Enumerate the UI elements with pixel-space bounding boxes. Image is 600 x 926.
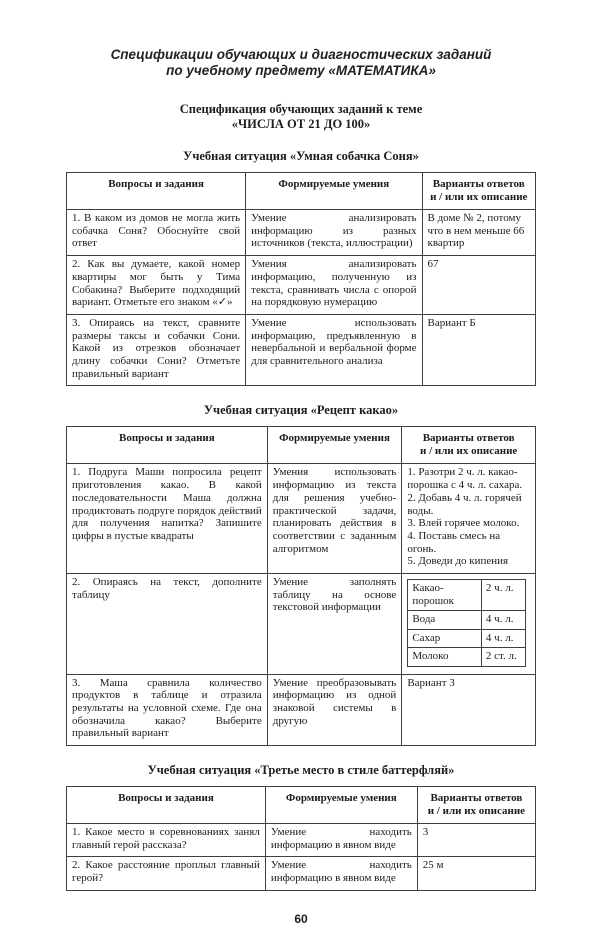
page-number: 60 bbox=[294, 911, 308, 926]
ingredient-name: Сахар bbox=[408, 629, 482, 648]
cell-answer: Вариант Б bbox=[422, 314, 536, 386]
ingredient-name: Вода bbox=[408, 611, 482, 630]
col-header-questions: Вопросы и задания bbox=[67, 427, 268, 464]
recipe-step: 4. Поставь смесь на огонь. bbox=[407, 529, 501, 555]
document-subtitle bbox=[66, 102, 536, 132]
section-heading-recept-kakao: Учебная ситуация «Рецепт какао» bbox=[203, 403, 399, 418]
col-header-answers bbox=[417, 787, 535, 824]
col-header-skills: Формируемые умения bbox=[265, 787, 417, 824]
recipe-step: 1. Разотри 2 ч. л. какао-порошка с 4 ч. л. сахара. bbox=[407, 466, 523, 492]
cell-answer-recipe-steps bbox=[402, 464, 536, 574]
cell-answer: 67 bbox=[422, 256, 536, 315]
ingredient-row bbox=[408, 580, 526, 611]
document-title-line2: по учебному предмету «МАТЕМАТИКА» bbox=[166, 63, 436, 78]
cell-question: 1. В каком из домов не могла жить собачка Соня? Обоснуйте свой ответ bbox=[67, 210, 246, 256]
cell-answer: 3 bbox=[417, 824, 535, 857]
col-header-answers bbox=[402, 427, 536, 464]
col-header-answers-line1: Варианты ответов bbox=[422, 432, 515, 445]
table-row bbox=[67, 824, 536, 857]
table-row bbox=[67, 574, 536, 675]
ingredient-qty: 2 ст. л. bbox=[481, 648, 525, 667]
cell-skill: Умения анализировать информацию, полученную из текста, сравнивать числа с опорой на порядковую нумерацию bbox=[246, 256, 422, 315]
table-header-row bbox=[67, 427, 536, 464]
cell-skill: Умение находить информацию в явном виде bbox=[265, 857, 417, 890]
table-row bbox=[67, 210, 536, 256]
cell-question: 3. Маша сравнила количество продуктов в таблице и отразила результаты на условной схеме. Где она обозначила какао? Выберите правильный вариант bbox=[67, 674, 268, 746]
table-row bbox=[67, 674, 536, 746]
ingredients-table bbox=[407, 579, 526, 667]
table-row bbox=[67, 857, 536, 890]
col-header-answers-line2: и / или их описание bbox=[430, 191, 528, 203]
table-row bbox=[67, 256, 536, 315]
cell-answer-ingredients bbox=[402, 574, 536, 675]
cell-skill: Умение заполнять таблицу на основе текстовой информации bbox=[267, 574, 402, 675]
col-header-answers-line2: и / или их описание bbox=[427, 805, 526, 818]
ingredient-qty: 4 ч. л. bbox=[481, 611, 525, 630]
table-recept-kakao bbox=[66, 426, 536, 746]
cell-answer: Вариант 3 bbox=[402, 674, 536, 746]
recipe-step: 5. Доведи до кипения bbox=[407, 555, 509, 568]
col-header-answers-line1: Варианты ответов bbox=[430, 792, 523, 805]
document-subtitle-line1: Спецификация обучающих заданий к теме bbox=[179, 102, 423, 116]
col-header-skills: Формируемые умения bbox=[246, 173, 422, 210]
ingredient-qty: 2 ч. л. bbox=[481, 580, 525, 611]
recipe-step: 3. Влей горячее молоко. bbox=[407, 517, 520, 530]
cell-question: 3. Опираясь на текст, сравните размеры таксы и собачки Сони. Какой из отрезков обозначает длину собачки Сони? Отметьте правильный вариант bbox=[67, 314, 246, 386]
table-row bbox=[67, 464, 536, 574]
section-heading-tretye-mesto: Учебная ситуация «Третье место в стиле баттерфляй» bbox=[147, 763, 455, 778]
ingredient-row bbox=[408, 629, 526, 648]
table-header-row bbox=[67, 173, 536, 210]
ingredient-row bbox=[408, 611, 526, 630]
col-header-skills: Формируемые умения bbox=[267, 427, 402, 464]
ingredient-name: Молоко bbox=[408, 648, 482, 667]
cell-question: 2. Как вы думаете, какой номер квартиры мог быть у Тима Собакина? Выберите подходящий вариант. Отметьте его знаком «✓» bbox=[67, 256, 246, 315]
cell-skill: Умение находить информацию в явном виде bbox=[265, 824, 417, 857]
table-row bbox=[67, 314, 536, 386]
table-header-row bbox=[67, 787, 536, 824]
ingredient-name: Какао-порошок bbox=[408, 580, 482, 611]
document-title-line1: Спецификации обучающих и диагностических заданий bbox=[110, 47, 492, 62]
cell-skill: Умение преобразовывать информацию из одной знаковой системы в другую bbox=[267, 674, 402, 746]
cell-question: 1. Какое место в соревнованиях занял главный герой рассказа? bbox=[67, 824, 266, 857]
table-tretye-mesto bbox=[66, 786, 536, 891]
col-header-questions: Вопросы и задания bbox=[67, 173, 246, 210]
cell-skill: Умение анализировать информацию из разных источников (текста, иллюстрации) bbox=[246, 210, 422, 256]
ingredient-qty: 4 ч. л. bbox=[481, 629, 525, 648]
recipe-step: 2. Добавь 4 ч. л. горячей воды. bbox=[407, 491, 522, 517]
document-title bbox=[66, 47, 536, 79]
cell-question: 2. Какое расстояние проплыл главный герой? bbox=[67, 857, 266, 890]
col-header-answers-line1: Варианты ответов bbox=[432, 178, 525, 190]
col-header-answers bbox=[422, 173, 536, 210]
cell-answer: В доме № 2, потому что в нем меньше 66 квартир bbox=[422, 210, 536, 256]
document-subtitle-line2: «ЧИСЛА ОТ 21 ДО 100» bbox=[231, 117, 371, 131]
col-header-answers-line2: и / или их описание bbox=[419, 445, 518, 458]
cell-question: 1. Подруга Маши попросила рецепт приготовления какао. В какой последовательности Маша должна продиктовать подруге порядок действий для получения напитка? Запишите цифры в пустые квадраты bbox=[67, 464, 268, 574]
cell-skill: Умение использовать информацию, предъявленную в невербальной и вербальной форме для сравнительного анализа bbox=[246, 314, 422, 386]
cell-skill: Умения использовать информацию из текста для решения учебно-практической задачи, планировать действия в соответствии с заданным алгоритмом bbox=[267, 464, 402, 574]
col-header-questions: Вопросы и задания bbox=[67, 787, 266, 824]
table-umnaya-sobachka bbox=[66, 172, 536, 386]
section-heading-umnaya-sobachka: Учебная ситуация «Умная собачка Соня» bbox=[183, 149, 419, 163]
cell-answer: 25 м bbox=[417, 857, 535, 890]
ingredient-row bbox=[408, 648, 526, 667]
cell-question: 2. Опираясь на текст, дополните таблицу bbox=[67, 574, 268, 675]
